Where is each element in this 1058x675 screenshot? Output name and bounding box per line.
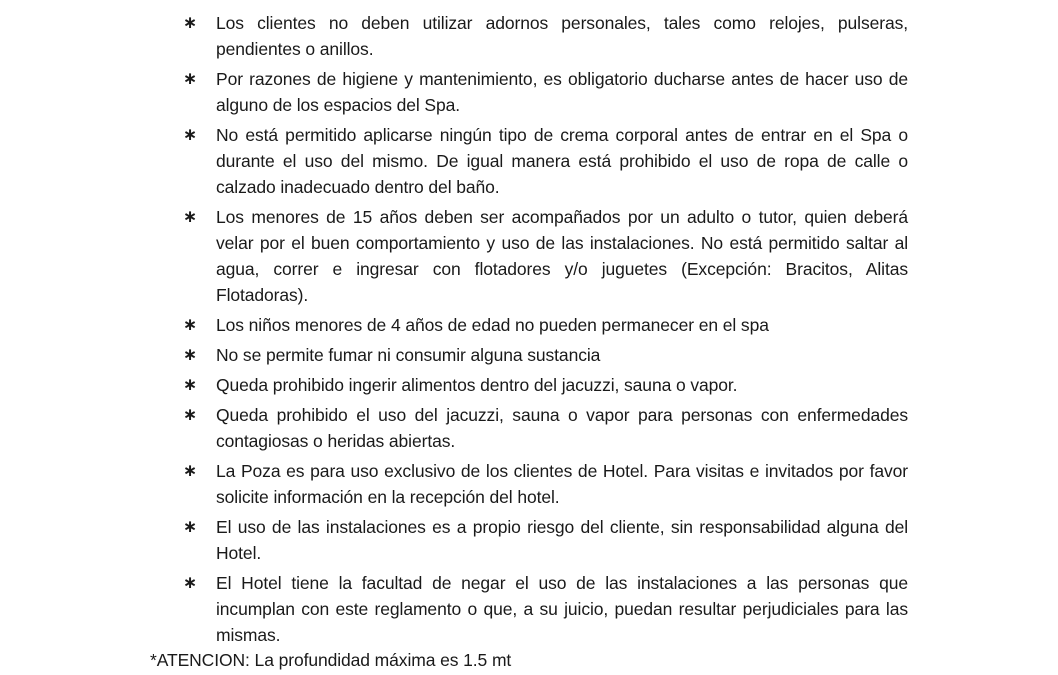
rule-text: Queda prohibido ingerir alimentos dentro del jacuzzi, sauna o vapor. [216, 375, 738, 395]
asterisk-bullet-icon: ∗ [183, 461, 198, 480]
asterisk-bullet-icon: ∗ [183, 405, 198, 424]
rule-text: No está permitido aplicarse ningún tipo de crema corporal antes de entrar en el Spa o durante el uso del mismo. De igual manera está prohibido el uso de ropa de calle o calzado inadecuado dentro del baño. [216, 125, 908, 197]
asterisk-bullet-icon: ∗ [183, 345, 198, 364]
asterisk-bullet-icon: ∗ [183, 207, 198, 226]
rule-text: Queda prohibido el uso del jacuzzi, sauna o vapor para personas con enfermedades contagiosas o heridas abiertas. [216, 405, 908, 451]
rule-text: Por razones de higiene y mantenimiento, es obligatorio ducharse antes de hacer uso de alguno de los espacios del Spa. [216, 69, 908, 115]
asterisk-bullet-icon: ∗ [183, 69, 198, 88]
asterisk-bullet-icon: ∗ [183, 375, 198, 394]
asterisk-bullet-icon: ∗ [183, 13, 198, 32]
rule-text: El uso de las instalaciones es a propio riesgo del cliente, sin responsabilidad alguna del Hotel. [216, 517, 908, 563]
list-item [180, 122, 908, 200]
list-item [180, 66, 908, 118]
list-item [180, 342, 908, 368]
asterisk-bullet-icon: ∗ [183, 315, 198, 334]
rules-list [180, 10, 908, 652]
list-item [180, 402, 908, 454]
list-item [180, 10, 908, 62]
rule-text: Los menores de 15 años deben ser acompañados por un adulto o tutor, quien deberá velar por el buen comportamiento y uso de las instalaciones. No está permitido saltar al agua, correr e ingresar con flotadores y/o juguetes (Excepción: Bracitos, Alitas Flotadoras). [216, 207, 908, 305]
list-item [180, 570, 908, 648]
list-item [180, 312, 908, 338]
list-item [180, 458, 908, 510]
rule-text: El Hotel tiene la facultad de negar el uso de las instalaciones a las personas que incumplan con este reglamento o que, a su juicio, puedan resultar perjudiciales para las mismas. [216, 573, 908, 645]
rule-text: Los niños menores de 4 años de edad no pueden permanecer en el spa [216, 315, 769, 335]
list-item [180, 372, 908, 398]
rule-text: No se permite fumar ni consumir alguna sustancia [216, 345, 601, 365]
rule-text: La Poza es para uso exclusivo de los clientes de Hotel. Para visitas e invitados por favor solicite información en la recepción del hotel. [216, 461, 908, 507]
rule-text: Los clientes no deben utilizar adornos personales, tales como relojes, pulseras, pendientes o anillos. [216, 13, 908, 59]
asterisk-bullet-icon: ∗ [183, 517, 198, 536]
list-item [180, 204, 908, 308]
attention-note: *ATENCION: La profundidad máxima es 1.5 mt [150, 650, 512, 670]
asterisk-bullet-icon: ∗ [183, 573, 198, 592]
list-item [180, 514, 908, 566]
asterisk-bullet-icon: ∗ [183, 125, 198, 144]
